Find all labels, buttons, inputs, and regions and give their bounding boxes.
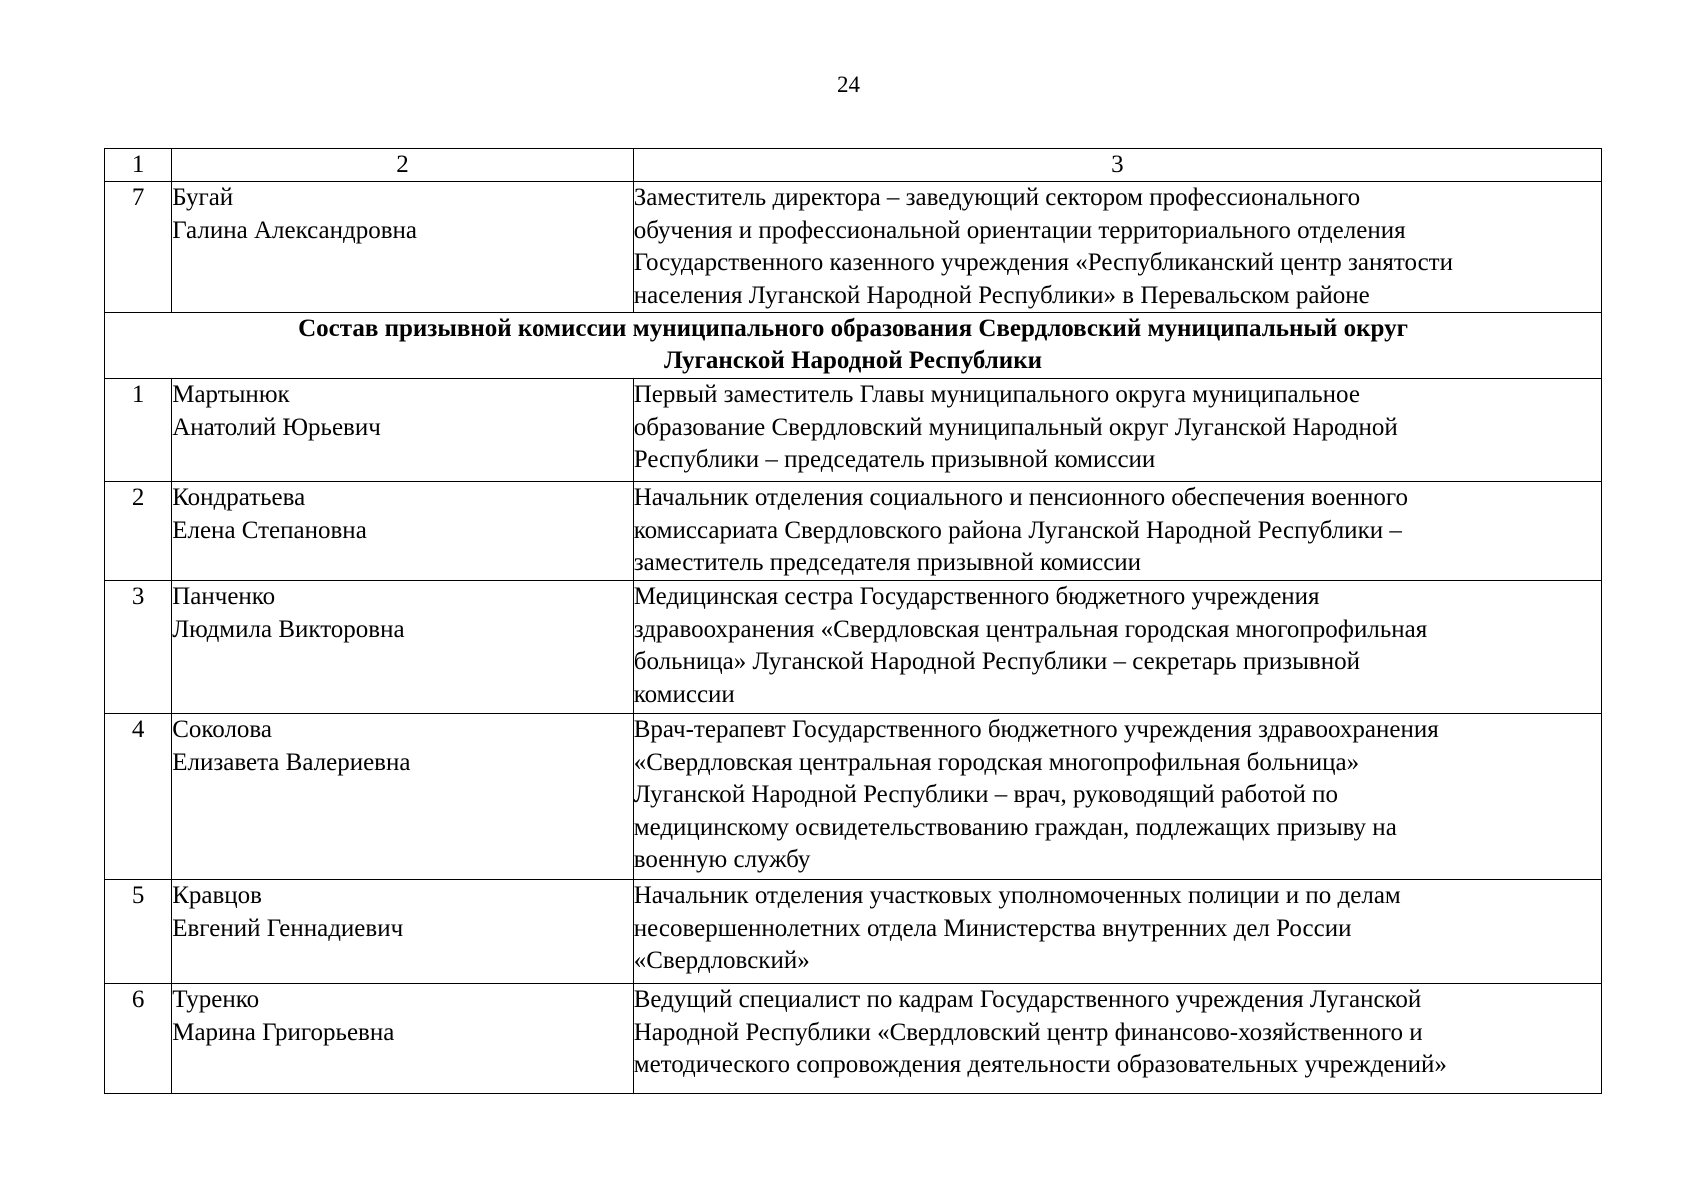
position-description [633,182,1601,313]
person-name [172,379,634,482]
position-line: военную службу [633,846,811,873]
section-title [105,313,1602,379]
surname: Соколова [172,716,272,743]
given-name: Елена Степановна [172,516,367,544]
position-line: заместитель председателя призывной комиссии [633,549,1142,576]
given-name: Галина Александровна [172,216,417,244]
position-line: Начальник отделения социального и пенсионного обеспечения военного [633,484,1409,511]
given-name: Анатолий Юрьевич [172,413,381,441]
surname: Кравцов [172,882,262,909]
position-description [633,482,1601,581]
position-line: медицинскому освидетельствованию граждан, подлежащих призыву на [633,813,1397,841]
row-number: 2 [105,482,172,581]
position-line: методического сопровождения деятельности образовательных учреждений» [633,1051,1447,1078]
person-name [172,581,634,714]
position-line: Начальник отделения участковых уполномоченных полиции и по делам [633,882,1401,909]
position-line: Народной Республики «Свердловский центр финансово-хозяйственного и [633,1018,1423,1046]
section-heading-row [105,313,1602,379]
position-description [633,984,1601,1094]
table-row [105,581,1602,714]
position-line: несовершеннолетних отдела Министерства внутренних дел России [633,914,1352,942]
table-row [105,880,1602,984]
position-line: обучения и профессиональной ориентации территориального отделения [633,216,1406,244]
given-name: Евгений Геннадиевич [172,914,404,942]
position-description [633,379,1601,482]
position-line: Первый заместитель Главы муниципального округа муниципальное [633,381,1360,408]
person-name [172,880,634,984]
position-line: образование Свердловский муниципальный округ Луганской Народной [633,413,1398,441]
position-line: Ведущий специалист по кадрам Государственного учреждения Луганской [633,986,1422,1013]
surname: Бугай [172,184,234,211]
header-col-2: 2 [172,149,634,182]
person-name [172,984,634,1094]
table-row [105,482,1602,581]
surname: Мартынюк [172,381,290,408]
surname: Кондратьева [172,484,306,511]
position-line: Луганской Народной Республики – врач, руководящий работой по [633,781,1338,808]
commission-table [104,148,1602,1094]
position-line: комиссариата Свердловского района Луганской Народной Республики – [633,516,1402,544]
section-title-line: Состав призывной комиссии муниципального образования Свердловский муниципальный округ [298,315,1408,342]
given-name: Людмила Викторовна [172,615,405,643]
row-number: 3 [105,581,172,714]
position-line: населения Луганской Народной Республики» в Перевальском районе [633,281,1370,309]
section-title-line: Луганской Народной Республики [663,347,1043,374]
position-line: «Свердловская центральная городская многопрофильная больница» [633,748,1360,776]
table-header-row [105,149,1602,182]
page-number: 24 [837,72,860,97]
table-row [105,379,1602,482]
given-name: Марина Григорьевна [172,1018,395,1046]
position-line: комиссии [633,680,735,708]
person-name [172,182,634,313]
header-col-3: 3 [633,149,1601,182]
row-number: 4 [105,714,172,880]
row-number: 1 [105,379,172,482]
position-line: «Свердловский» [633,947,810,974]
header-col-1: 1 [105,149,172,182]
position-line: Заместитель директора – заведующий сектором профессионального [633,184,1361,211]
table-row [105,984,1602,1094]
position-description [633,714,1601,880]
position-description [633,880,1601,984]
row-number: 7 [105,182,172,313]
position-line: больница» Луганской Народной Республики – секретарь призывной [633,648,1360,675]
given-name: Елизавета Валериевна [172,748,411,776]
position-line: здравоохранения «Свердловская центральная городская многопрофильная [633,615,1428,643]
surname: Панченко [172,583,276,610]
position-line: Государственного казенного учреждения «Республиканский центр занятости [633,249,1453,276]
position-line: Медицинская сестра Государственного бюджетного учреждения [633,583,1320,610]
table-row [105,714,1602,880]
surname: Туренко [172,986,260,1013]
position-line: Республики – председатель призывной комиссии [633,446,1156,473]
position-line: Врач-терапевт Государственного бюджетного учреждения здравоохранения [633,716,1439,743]
person-name [172,482,634,581]
table-row [105,182,1602,313]
position-description [633,581,1601,714]
row-number: 6 [105,984,172,1094]
person-name [172,714,634,880]
row-number: 5 [105,880,172,984]
